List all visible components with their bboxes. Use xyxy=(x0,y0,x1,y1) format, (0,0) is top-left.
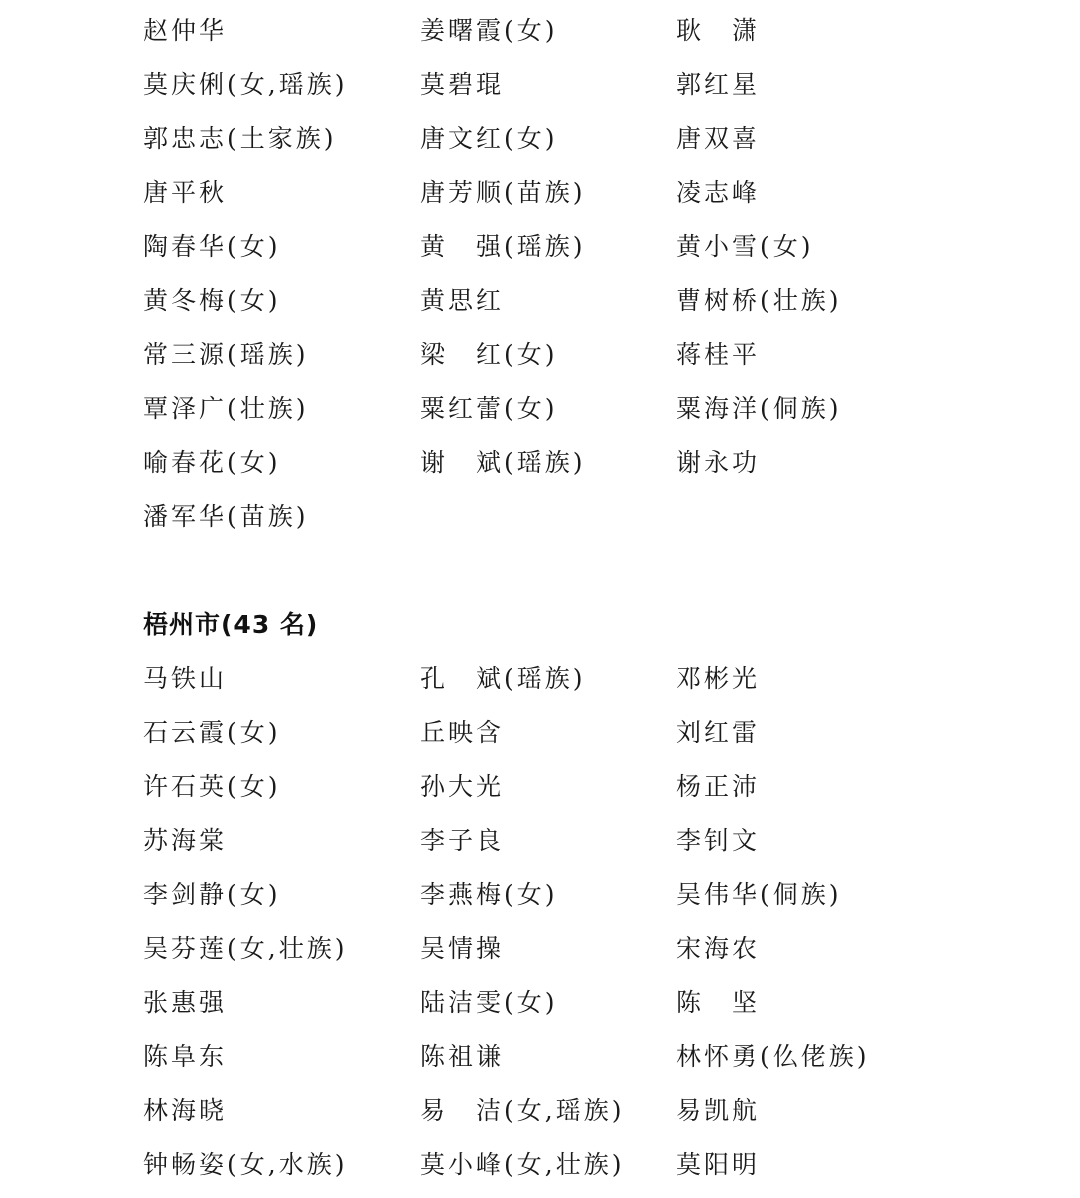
name-entry: 粟红蕾(女) xyxy=(420,394,558,423)
name-row xyxy=(0,328,1080,382)
name-rows xyxy=(0,4,1080,544)
name-entry: 郭红星 xyxy=(676,70,761,99)
name-row xyxy=(0,274,1080,328)
name-entry: 邓彬光 xyxy=(676,664,761,693)
name-entry: 林海晓 xyxy=(143,1096,228,1125)
name-row xyxy=(0,922,1080,976)
name-row xyxy=(0,436,1080,490)
name-entry: 莫阳明 xyxy=(676,1150,761,1179)
name-entry: 宋海农 xyxy=(676,934,761,963)
name-entry: 苏海棠 xyxy=(143,826,228,855)
name-entry: 莫庆俐(女,瑶族) xyxy=(143,70,348,99)
name-entry: 陈阜东 xyxy=(143,1042,228,1071)
name-entry: 唐文红(女) xyxy=(420,124,558,153)
name-rows xyxy=(0,652,1080,1192)
name-row xyxy=(0,490,1080,544)
name-row xyxy=(0,1084,1080,1138)
name-row xyxy=(0,382,1080,436)
name-row xyxy=(0,976,1080,1030)
name-entry: 石云霞(女) xyxy=(143,718,281,747)
name-entry: 唐双喜 xyxy=(676,124,761,153)
name-row xyxy=(0,166,1080,220)
name-entry: 曹树桥(壮族) xyxy=(676,286,842,315)
name-entry: 赵仲华 xyxy=(143,16,228,45)
name-entry: 钟畅姿(女,水族) xyxy=(143,1150,348,1179)
name-row xyxy=(0,58,1080,112)
name-entry: 潘军华(苗族) xyxy=(143,502,309,531)
name-entry: 吴情操 xyxy=(420,934,505,963)
name-entry: 吴伟华(侗族) xyxy=(676,880,842,909)
name-entry: 黄 强(瑶族) xyxy=(420,232,586,261)
name-entry: 黄思红 xyxy=(420,286,505,315)
name-entry: 马铁山 xyxy=(143,664,228,693)
name-entry: 吴芬莲(女,壮族) xyxy=(143,934,348,963)
name-entry: 黄小雪(女) xyxy=(676,232,814,261)
name-entry: 莫小峰(女,壮族) xyxy=(420,1150,625,1179)
name-entry: 林怀勇(仫佬族) xyxy=(676,1042,870,1071)
section-heading: 梧州市(43 名) xyxy=(143,610,319,639)
name-entry: 丘映含 xyxy=(420,718,505,747)
name-entry: 覃泽广(壮族) xyxy=(143,394,309,423)
name-entry: 孔 斌(瑶族) xyxy=(420,664,586,693)
name-entry: 李燕梅(女) xyxy=(420,880,558,909)
name-row xyxy=(0,652,1080,706)
name-entry: 常三源(瑶族) xyxy=(143,340,309,369)
name-row xyxy=(0,814,1080,868)
name-row xyxy=(0,1138,1080,1192)
name-entry: 李子良 xyxy=(420,826,505,855)
name-row xyxy=(0,4,1080,58)
name-entry: 蒋桂平 xyxy=(676,340,761,369)
name-entry: 李钊文 xyxy=(676,826,761,855)
name-entry: 黄冬梅(女) xyxy=(143,286,281,315)
name-entry: 陈 坚 xyxy=(676,988,761,1017)
name-entry: 陈祖谦 xyxy=(420,1042,505,1071)
name-entry: 唐平秋 xyxy=(143,178,228,207)
name-row xyxy=(0,868,1080,922)
name-entry: 许石英(女) xyxy=(143,772,281,801)
name-entry: 孙大光 xyxy=(420,772,505,801)
name-entry: 谢 斌(瑶族) xyxy=(420,448,586,477)
name-entry: 张惠强 xyxy=(143,988,228,1017)
name-entry: 陆洁雯(女) xyxy=(420,988,558,1017)
name-entry: 郭忠志(土家族) xyxy=(143,124,337,153)
name-entry: 易 洁(女,瑶族) xyxy=(420,1096,625,1125)
name-entry: 粟海洋(侗族) xyxy=(676,394,842,423)
name-entry: 陶春华(女) xyxy=(143,232,281,261)
name-row xyxy=(0,760,1080,814)
name-row xyxy=(0,112,1080,166)
name-entry: 喻春花(女) xyxy=(143,448,281,477)
name-entry: 易凯航 xyxy=(676,1096,761,1125)
name-entry: 凌志峰 xyxy=(676,178,761,207)
name-entry: 耿 潇 xyxy=(676,16,761,45)
name-entry: 唐芳顺(苗族) xyxy=(420,178,586,207)
name-entry: 李剑静(女) xyxy=(143,880,281,909)
name-row xyxy=(0,220,1080,274)
name-entry: 姜曙霞(女) xyxy=(420,16,558,45)
name-row xyxy=(0,706,1080,760)
name-row xyxy=(0,1030,1080,1084)
name-entry: 杨正沛 xyxy=(676,772,761,801)
name-entry: 谢永功 xyxy=(676,448,761,477)
name-entry: 梁 红(女) xyxy=(420,340,558,369)
name-entry: 莫碧琨 xyxy=(420,70,505,99)
name-entry: 刘红雷 xyxy=(676,718,761,747)
